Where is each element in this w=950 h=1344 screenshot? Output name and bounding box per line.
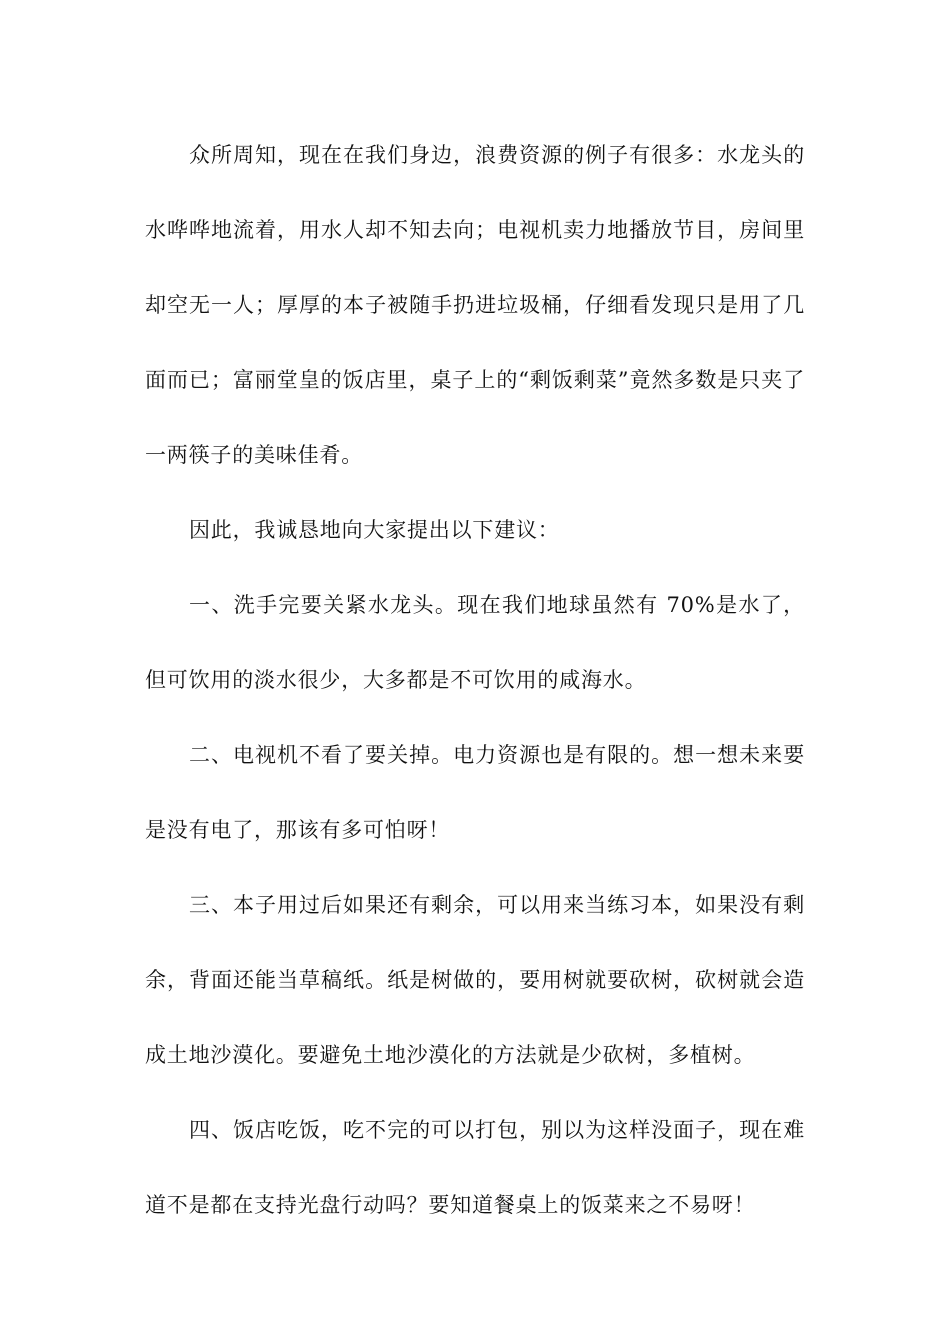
- paragraph-suggestion-paper: 三、本子用过后如果还有剩余，可以用来当练习本，如果没有剩余，背面还能当草稿纸。纸是树做的，要用树就要砍树，砍树就会造成土地沙漠化。要避免土地沙漠化的方法就是少砍树，多植树。: [145, 893, 805, 1067]
- paragraph-waste-examples: 众所周知，现在在我们身边，浪费资源的例子有很多：水龙头的水哗哗地流着，用水人却不知去向；电视机卖力地播放节目，房间里却空无一人；厚厚的本子被随手扔进垃圾桶，仔细看发现只是用了几面而已；富丽堂皇的饭店里，桌子上的“剩饭剩菜”竟然多数是只夹了一两筷子的美味佳肴。: [145, 143, 805, 467]
- paragraph-suggestions-intro: 因此，我诚恳地向大家提出以下建议：: [189, 518, 560, 542]
- paragraph-suggestion-food: 四、饭店吃饭，吃不完的可以打包，别以为这样没面子，现在难道不是都在支持光盘行动吗？要知道餐桌上的饭菜来之不易呀！: [145, 1118, 805, 1217]
- paragraph-suggestion-tv: 二、电视机不看了要关掉。电力资源也是有限的。想一想未来要是没有电了，那该有多可怕呀！: [145, 743, 805, 842]
- paragraph-suggestion-water: 一、洗手完要关紧水龙头。现在我们地球虽然有 70%是水了，但可饮用的淡水很少，大多都是不可饮用的咸海水。: [145, 593, 805, 692]
- document-body: [145, 118, 805, 1243]
